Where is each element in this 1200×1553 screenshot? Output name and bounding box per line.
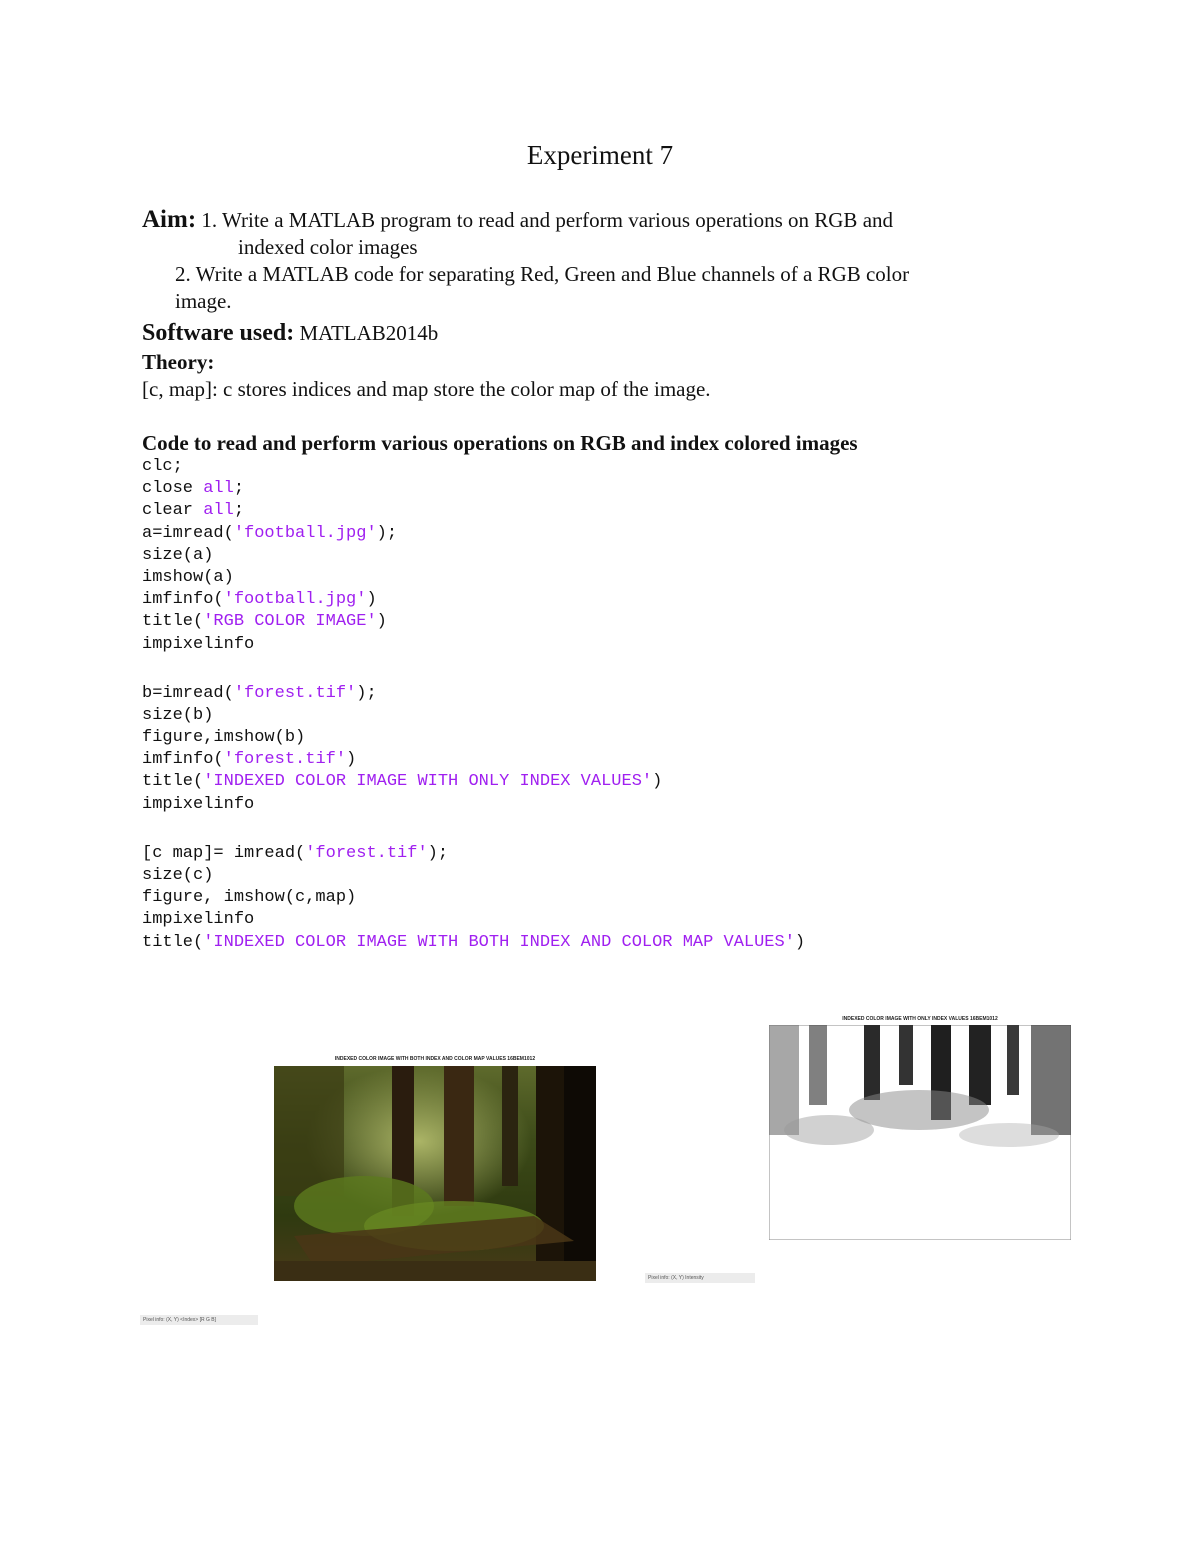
code-line: impixelinfo xyxy=(142,910,255,930)
code-line: figure,imshow(b) xyxy=(142,728,306,748)
code-line: [c map]= imread('forest.tif'); xyxy=(142,843,449,863)
right-figure-title: INDEXED COLOR IMAGE WITH ONLY INDEX VALUES 16BEM1012 xyxy=(842,1016,998,1022)
code-line: b=imread('forest.tif'); xyxy=(142,683,377,703)
theory-text: [c, map]: c stores indices and map store the color map of the image. xyxy=(142,377,711,401)
code-line: size(c) xyxy=(142,866,214,885)
forest-color-image xyxy=(274,1066,596,1281)
aim-label: Aim: xyxy=(142,206,197,233)
aim-item-1-continuation: indexed color images xyxy=(238,235,418,259)
code-line: imshow(a) xyxy=(142,567,234,587)
code-line: clear all; xyxy=(142,501,245,521)
aim-item-2-continuation: image. xyxy=(175,289,232,313)
left-figure-title: INDEXED COLOR IMAGE WITH BOTH INDEX AND COLOR MAP VALUES 16BEM1012 xyxy=(334,1056,536,1062)
code-line: impixelinfo xyxy=(142,794,255,814)
code-line: clc; xyxy=(142,457,183,476)
right-pixel-info: Pixel info: (X, Y) Intensity xyxy=(645,1273,755,1283)
software-label: Software used: xyxy=(142,320,295,346)
aim-section xyxy=(142,206,1042,315)
aim-item-2-text: 2. Write a MATLAB code for separating Red, Green and Blue channels of a RGB color xyxy=(175,262,910,286)
aim-item-1-text: 1. Write a MATLAB program to read and perform various operations on RGB and xyxy=(201,208,894,232)
code-line: imfinfo('forest.tif') xyxy=(142,750,357,770)
code-line: close all; xyxy=(142,479,245,499)
software-line xyxy=(142,320,438,347)
forest-index-image xyxy=(769,1025,1071,1240)
code-heading: Code to read and perform various operations on RGB and index colored images xyxy=(142,431,858,455)
code-line: imfinfo('football.jpg') xyxy=(142,590,377,610)
software-value: MATLAB2014b xyxy=(299,321,439,345)
left-pixel-info: Pixel info: (X, Y) <Index> [R G B] xyxy=(140,1315,258,1325)
code-line: a=imread('football.jpg'); xyxy=(142,523,398,543)
document-title: Experiment 7 xyxy=(526,140,674,170)
code-line: figure, imshow(c,map) xyxy=(142,888,357,908)
code-line: title('INDEXED COLOR IMAGE WITH BOTH INDEX AND COLOR MAP VALUES') xyxy=(142,932,806,952)
code-line: title('RGB COLOR IMAGE') xyxy=(142,612,387,632)
code-line: size(a) xyxy=(142,545,214,565)
code-line: title('INDEXED COLOR IMAGE WITH ONLY INDEX VALUES') xyxy=(142,772,663,792)
code-block xyxy=(142,456,805,954)
code-line: impixelinfo xyxy=(142,634,255,654)
aim-item-1 xyxy=(142,206,1042,234)
code-line: size(b) xyxy=(142,705,214,725)
theory-heading: Theory: xyxy=(142,350,215,374)
